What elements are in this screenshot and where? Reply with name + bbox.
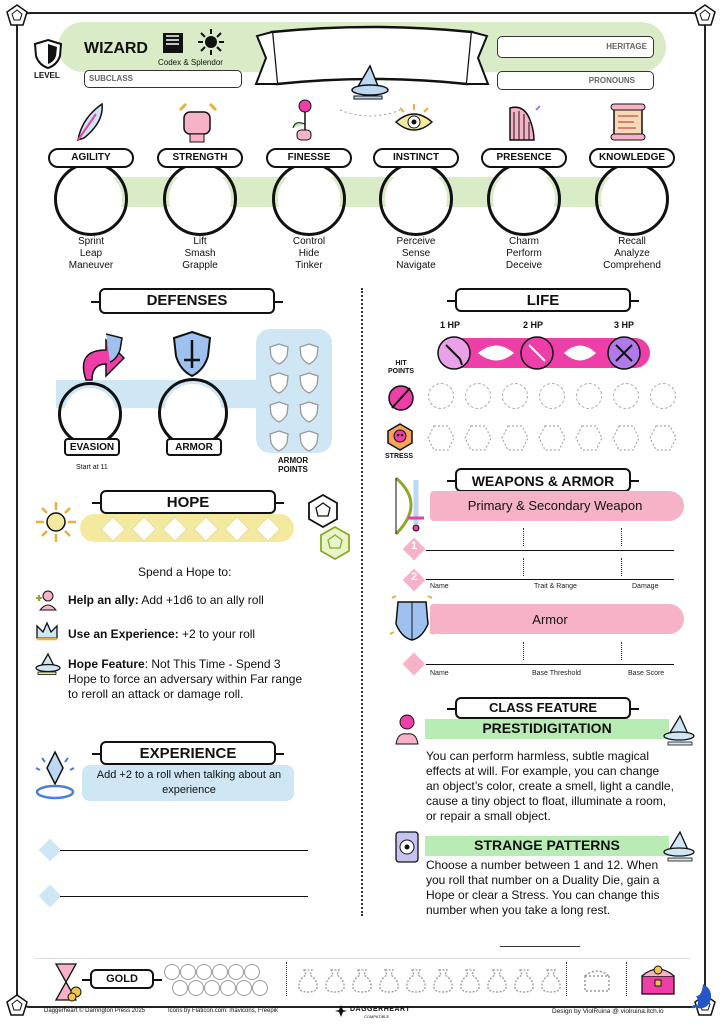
trait-value[interactable]	[278, 168, 340, 230]
icons-credit: Icons by Flaticon.com: mavicons, Freepik	[168, 1008, 279, 1014]
strange-patterns-card-icon	[392, 830, 422, 864]
feature2-text: Choose a number between 1 and 12. When you roll that number on a Duality Die, gain a Hope or clear a Stress. You can change this number when you take a long rest.	[426, 858, 660, 917]
class-feature-title: CLASS FEATURE	[455, 697, 631, 719]
splendor-domain-icon	[196, 28, 226, 56]
hp-slot[interactable]	[613, 383, 639, 409]
armor-point-shield-icon[interactable]	[298, 342, 320, 366]
trait-name: AGILITY	[48, 148, 134, 168]
agility-feather-icon	[68, 100, 112, 144]
subclass-field[interactable]	[84, 70, 242, 88]
help-ally-icon	[34, 588, 58, 612]
defenses-title: DEFENSES	[99, 288, 275, 314]
gold-handful-bag-icon[interactable]	[539, 966, 563, 994]
experience-title: EXPERIENCE	[100, 741, 276, 765]
trait-name: INSTINCT	[373, 148, 459, 168]
threshold-2: 2 HP	[523, 320, 544, 330]
trait-action: Lift	[193, 236, 207, 247]
gold-handful-bag-icon[interactable]	[377, 966, 401, 994]
hp-slot[interactable]	[576, 383, 602, 409]
trait-action: Grapple	[182, 260, 218, 271]
stress-slot-hex-icon[interactable]	[464, 425, 492, 451]
hp-slot[interactable]	[502, 383, 528, 409]
trait-name: FINESSE	[266, 148, 352, 168]
feature1-title: PRESTIDIGITATION	[482, 720, 612, 736]
trait-action: Smash	[184, 248, 216, 259]
weapon-col-damage: Damage	[632, 583, 659, 590]
trait-action: Sprint	[77, 236, 105, 247]
trait-actions	[150, 236, 250, 272]
weapon-2-sep-b	[621, 558, 622, 576]
armor-point-shield-icon[interactable]	[268, 342, 290, 366]
trait-name: PRESENCE	[481, 148, 567, 168]
trait-action: Sense	[401, 248, 431, 259]
experience-note: Add +2 to a roll when talking about an experience	[96, 769, 282, 796]
level-label: LEVEL	[34, 71, 60, 80]
gold-chest-outline-icon[interactable]	[582, 966, 612, 994]
hope-title: HOPE	[100, 490, 276, 514]
level-shield-icon	[33, 38, 63, 70]
feature1-text: You can perform harmless, subtle magical effects at will. For example, you can change an object’s color, create a smell, light a candle, cause a tiny object to float, illuminate a room, or repair a small object.	[426, 749, 674, 823]
trait-action: Control	[292, 236, 326, 247]
gold-coin-slot[interactable]	[220, 980, 236, 996]
experience-crystal-icon	[30, 748, 80, 802]
use-experience-title: Use an Experience:	[68, 627, 179, 641]
armor-point-shield-icon[interactable]	[298, 400, 320, 424]
armor-col-score: Base Score	[628, 670, 665, 677]
armor-value[interactable]	[164, 384, 222, 442]
gold-coin-slot[interactable]	[244, 964, 260, 980]
gold-coin-slot[interactable]	[228, 964, 244, 980]
weapon-1-sep-a	[523, 528, 524, 546]
gold-handful-bag-icon[interactable]	[323, 966, 347, 994]
experience-crown-icon	[34, 620, 60, 642]
trait-action: Maneuver	[68, 260, 114, 271]
gold-coin-slot[interactable]	[188, 980, 204, 996]
domains-label: Codex & Splendor	[158, 58, 223, 67]
gold-sep-c	[626, 962, 627, 996]
primary-weapon-label: Primary & Secondary Weapon	[467, 498, 643, 513]
hp-slot[interactable]	[465, 383, 491, 409]
gold-handful-bag-icon[interactable]	[485, 966, 509, 994]
evasion-value[interactable]	[64, 388, 116, 440]
gold-sep-a	[286, 962, 287, 996]
trait-actions	[474, 236, 574, 272]
trait-value[interactable]	[60, 168, 122, 230]
gold-handful-bag-icon[interactable]	[431, 966, 455, 994]
weapons-title: WEAPONS & ARMOR	[455, 468, 631, 492]
gold-coin-slot[interactable]	[196, 964, 212, 980]
instinct-eye-icon	[392, 102, 436, 142]
copyright-text: Daggerheart © Darrington Press 2025	[44, 1008, 146, 1014]
corner-gem-icon	[694, 4, 716, 26]
weapon-2-sep-a	[523, 558, 524, 576]
trait-name: STRENGTH	[157, 148, 243, 168]
gold-coin-slot[interactable]	[172, 980, 188, 996]
gold-handful-bag-icon[interactable]	[404, 966, 428, 994]
trait-value[interactable]	[385, 168, 447, 230]
stress-slot-hex-icon[interactable]	[538, 425, 566, 451]
gold-coin-slot[interactable]	[204, 980, 220, 996]
weapon-slot-2-number: 2	[411, 571, 418, 583]
life-title: LIFE	[455, 288, 631, 312]
armor-sep-a	[523, 642, 524, 660]
gold-handful-bag-icon[interactable]	[512, 966, 536, 994]
trait-value[interactable]	[169, 168, 231, 230]
heritage-field[interactable]	[497, 36, 654, 58]
feature-end-line	[500, 946, 580, 947]
gold-coin-slot[interactable]	[252, 980, 268, 996]
gold-coin-slot[interactable]	[212, 964, 228, 980]
armor-point-shield-icon[interactable]	[298, 429, 320, 453]
daggerheart-logo-icon	[334, 1004, 348, 1018]
weapon-slot-1-number: 1	[411, 540, 418, 552]
experience-line-2[interactable]	[60, 896, 308, 897]
hope-feature-text: : Not This Time - Spend 3 Hope to force an adversary within Far range to reroll an attack or damage roll.	[68, 657, 303, 701]
trait-actions	[582, 236, 682, 272]
armor-breastplate-icon	[388, 594, 436, 644]
trait-value[interactable]	[601, 168, 663, 230]
designer-dragon-logo	[690, 982, 716, 1012]
footer-divider	[34, 958, 690, 959]
armor-label: ARMOR	[166, 438, 222, 456]
hope-spend-intro: Spend a Hope to:	[138, 565, 232, 579]
hit-points-icon	[386, 378, 416, 412]
gold-sep-b	[566, 962, 567, 996]
use-experience-text: +2 to your roll	[178, 627, 256, 641]
evasion-label: EVASION	[64, 438, 120, 456]
threshold-1: 1 HP	[440, 320, 461, 330]
trait-action: Navigate	[396, 260, 436, 271]
d12-hope-die-icon	[318, 526, 352, 560]
pronouns-label: PRONOUNS	[588, 76, 635, 85]
gold-handful-bag-icon[interactable]	[296, 966, 320, 994]
hope-use-experience	[68, 627, 338, 642]
trait-action: Deceive	[505, 260, 543, 271]
gold-coin-slot[interactable]	[236, 980, 252, 996]
trait-actions	[259, 236, 359, 272]
weapon-1-line[interactable]	[426, 550, 674, 551]
stress-skull-icon	[386, 423, 414, 451]
armor-shield-icon	[170, 330, 214, 380]
trait-action: Comprehend	[603, 260, 661, 271]
trait-action: Hide	[298, 248, 320, 259]
finesse-rose-icon	[285, 96, 325, 144]
help-ally-text: Add +1d6 to an ally roll	[138, 593, 264, 607]
heritage-label: HERITAGE	[606, 42, 647, 51]
hope-sun-icon	[34, 500, 78, 544]
gold-handful-bag-icon[interactable]	[350, 966, 374, 994]
stress-slot-hex-icon[interactable]	[649, 425, 677, 451]
hp-slot[interactable]	[428, 383, 454, 409]
weapon-col-name: Name	[430, 583, 449, 590]
daggerheart-logo-text: DAGGERHEART	[350, 1006, 411, 1013]
feature2-title: STRANGE PATTERNS	[474, 837, 620, 853]
trait-value[interactable]	[493, 168, 555, 230]
stress-slot-hex-icon[interactable]	[427, 425, 455, 451]
presence-harp-icon	[500, 100, 544, 144]
hourglass-gold-icon	[50, 962, 84, 1002]
armor-line[interactable]	[426, 664, 674, 665]
gold-handful-bag-icon[interactable]	[458, 966, 482, 994]
corner-gem-icon	[6, 4, 28, 26]
stress-slot-hex-icon[interactable]	[612, 425, 640, 451]
subclass-label: SUBCLASS	[89, 74, 134, 83]
armor-col-threshold: Base Threshold	[532, 670, 581, 677]
gold-label: GOLD	[90, 969, 154, 989]
evasion-arrow-icon	[66, 330, 130, 386]
experience-line-1[interactable]	[60, 850, 308, 851]
bow-sword-icon	[386, 474, 432, 538]
evasion-note: Start at 11	[76, 464, 108, 471]
hope-feature	[68, 657, 304, 702]
gold-coin-slot[interactable]	[164, 964, 180, 980]
hope-help-ally	[68, 593, 338, 608]
codex-domain-icon	[159, 30, 189, 56]
threshold-icons	[434, 332, 666, 374]
stress-label: STRESS	[385, 453, 414, 460]
armor-point-shield-icon[interactable]	[268, 371, 290, 395]
weapon-1-sep-b	[621, 528, 622, 546]
prestidigitation-hand-icon	[392, 712, 422, 748]
armor-col-name: Name	[430, 670, 449, 677]
weapon-col-trait: Trait & Range	[534, 583, 577, 590]
trait-action: Charm	[508, 236, 539, 247]
trait-name: KNOWLEDGE	[589, 148, 675, 168]
gold-coin-slot[interactable]	[180, 964, 196, 980]
trait-actions	[41, 236, 141, 272]
hp-slot[interactable]	[650, 383, 676, 409]
trait-action: Recall	[618, 236, 646, 247]
trait-action: Analyze	[614, 248, 650, 259]
knowledge-scroll-icon	[606, 100, 650, 144]
d12-die-icon	[306, 494, 340, 528]
trait-action: Leap	[79, 248, 103, 259]
class-name: WIZARD	[84, 40, 148, 57]
armor-band-label: Armor	[532, 612, 568, 627]
weapon-2-line[interactable]	[426, 579, 674, 580]
armor-points-label: ARMOR POINTS	[277, 456, 309, 474]
stress-slot-hex-icon[interactable]	[501, 425, 529, 451]
strength-fist-icon	[176, 102, 220, 146]
designer-credit: Design by ViolRuina @ violruina.itch.io	[552, 1008, 664, 1015]
trait-action: Perform	[506, 248, 542, 259]
stress-slot-hex-icon[interactable]	[575, 425, 603, 451]
pronouns-field[interactable]	[497, 71, 654, 90]
help-ally-title: Help an ally:	[68, 593, 139, 607]
corner-gem-icon	[6, 994, 28, 1016]
trait-action: Tinker	[295, 260, 323, 271]
hp-slot[interactable]	[539, 383, 565, 409]
column-divider	[361, 288, 363, 916]
hope-feature-hat-icon	[34, 652, 62, 676]
treasure-chest-icon	[638, 962, 678, 998]
hope-feature-title: Hope Feature	[68, 657, 145, 671]
armor-point-shield-icon[interactable]	[298, 371, 320, 395]
armor-point-shield-icon[interactable]	[268, 429, 290, 453]
hit-points-label: HIT POINTS	[387, 360, 415, 375]
feature1-hat-icon	[660, 712, 698, 752]
trait-action: Perceive	[396, 236, 436, 247]
daggerheart-logo-sub: COMPATIBLE	[364, 1014, 390, 1019]
armor-sep-b	[621, 642, 622, 660]
threshold-3: 3 HP	[614, 320, 635, 330]
trait-actions	[366, 236, 466, 272]
armor-point-shield-icon[interactable]	[268, 400, 290, 424]
